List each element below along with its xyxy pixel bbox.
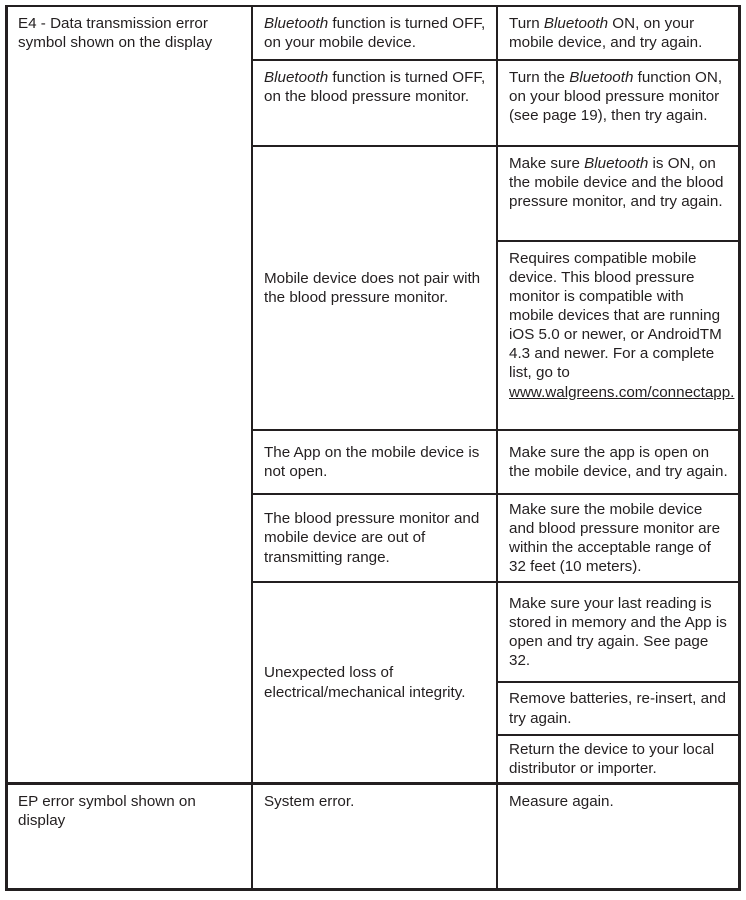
cause-text-tail: function is turned OFF, on the blood pressure monitor. xyxy=(264,69,486,106)
solution-text-make-sure-bluetooth-on xyxy=(509,154,728,211)
solution-cell-turn-bluetooth-on-monitor xyxy=(498,61,738,145)
solution-cell-make-sure-bluetooth-on xyxy=(498,147,738,240)
cause-cell-app-not-open xyxy=(253,431,496,493)
solution-last-reading-inner xyxy=(509,583,728,681)
cause-text-unexpected-loss: Unexpected loss of electrical/mechanical integrity. xyxy=(264,664,466,701)
emphasis-bluetooth: Bluetooth xyxy=(264,69,329,86)
solution-cell-within-range xyxy=(498,495,738,581)
solution-within-range-inner xyxy=(509,495,728,581)
solution-text-compatible-devices xyxy=(509,249,735,402)
cause-cell-system-error xyxy=(253,785,496,890)
cause-text-no-pair: Mobile device does not pair with the blood pressure monitor. xyxy=(264,269,481,306)
solution-remove-batteries-inner xyxy=(509,683,728,734)
cause-cell-unexpected-loss xyxy=(253,583,496,782)
solution-open-app-inner xyxy=(509,431,728,493)
symptom-text-ep: EP error symbol shown on display xyxy=(18,793,196,830)
solution-text-head: Make sure xyxy=(509,155,585,172)
cause-text-out-of-range: The blood pressure monitor and mobile device are out of transmitting range. xyxy=(264,510,480,566)
emphasis-bluetooth: Bluetooth xyxy=(569,69,634,86)
symptom-cell-ep xyxy=(8,785,251,890)
solution-cell-last-reading-memory xyxy=(498,583,738,681)
cause-text-system-error: System error. xyxy=(264,793,355,810)
emphasis-bluetooth: Bluetooth xyxy=(264,15,329,32)
emphasis-bluetooth: Bluetooth xyxy=(543,15,609,32)
cause-cell-no-pair xyxy=(253,147,496,429)
solution-cell-turn-bluetooth-on-mobile xyxy=(498,7,738,59)
solution-cell-return-device xyxy=(498,736,738,782)
cause-unexpected-loss-inner xyxy=(264,583,486,782)
solution-text-measure-again: Measure again. xyxy=(509,793,614,810)
solution-text-tail: is ON, on the mobile device and the blood pressure monitor, and try again. xyxy=(509,155,724,211)
cause-out-of-range-inner xyxy=(264,495,486,581)
cause-text-bluetooth-off-mobile xyxy=(264,14,486,52)
solution-cell-compatible-devices xyxy=(498,242,738,429)
solution-cell-measure-again xyxy=(498,785,738,890)
troubleshooting-table xyxy=(5,5,741,891)
solution-cell-open-app xyxy=(498,431,738,493)
solution-text-last-reading-memory: Make sure your last reading is stored in memory and the App is open and try again. See page 32. xyxy=(509,594,727,670)
solution-text-tail: function ON, on your blood pressure monitor (see page 19), then try again. xyxy=(509,69,723,125)
cause-cell-bluetooth-off-mobile xyxy=(253,7,496,59)
solution-text-head: Turn xyxy=(509,15,544,32)
solution-text-within-range: Make sure the mobile device and blood pressure monitor are within the acceptable range of 32 feet (10 meters). xyxy=(509,500,721,576)
symptom-text-e4: E4 - Data transmission error symbol shown on the display xyxy=(18,15,213,52)
solution-text-tail: ON, on your mobile device, and try again. xyxy=(509,15,703,52)
cause-no-pair-inner xyxy=(264,147,486,429)
cause-text-app-not-open: The App on the mobile device is not open. xyxy=(264,443,480,480)
solution-text-head: Turn the xyxy=(509,69,570,86)
solution-text-head: Requires compatible mobile device. This blood pressure monitor is compatible with mobile devices that are running iOS 5.0 or newer, or AndroidTM 4.3 and newer. For a complete list, go to xyxy=(509,250,722,382)
symptom-cell-e4 xyxy=(8,7,251,782)
cause-cell-bluetooth-off-monitor xyxy=(253,61,496,145)
emphasis-bluetooth: Bluetooth xyxy=(584,155,649,172)
solution-return-device-inner xyxy=(509,736,728,782)
walgreens-connectapp-link[interactable]: www.walgreens.com/connectapp. xyxy=(509,383,735,401)
cause-app-not-open-inner xyxy=(264,431,486,493)
solution-text-return-device: Return the device to your local distributor or importer. xyxy=(509,740,715,777)
solution-text-turn-bluetooth-on-mobile xyxy=(509,14,728,52)
solution-text-remove-batteries: Remove batteries, re-insert, and try again. xyxy=(509,690,726,727)
cause-cell-out-of-range xyxy=(253,495,496,581)
table-grid xyxy=(8,7,738,888)
solution-text-open-app: Make sure the app is open on the mobile device, and try again. xyxy=(509,443,728,480)
solution-text-turn-bluetooth-on-monitor xyxy=(509,68,728,125)
cause-text-tail: function is turned OFF, on your mobile device. xyxy=(264,15,486,52)
cause-text-bluetooth-off-monitor xyxy=(264,68,486,106)
solution-cell-remove-batteries xyxy=(498,683,738,734)
